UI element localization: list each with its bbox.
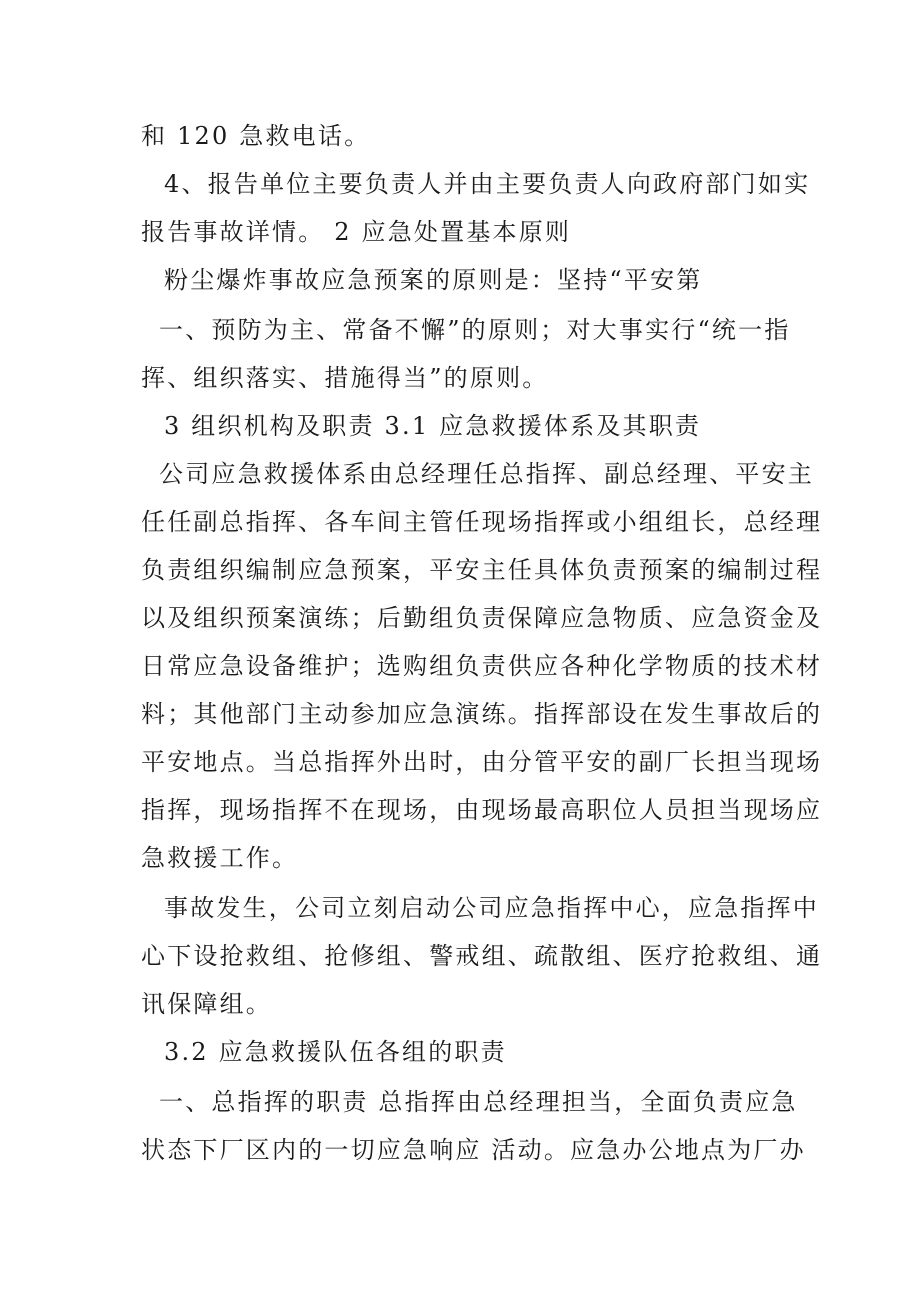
text-line: 日常应急设备维护；选购组负责供应各种化学物质的技术材 (141, 652, 823, 680)
text-line: 负责组织编制应急预案，平安主任具体负责预案的编制过程 (141, 556, 823, 584)
text-line: 事故发生，公司立刻启动公司应急指挥中心，应急指挥中 (164, 894, 819, 922)
section-heading: 3.2 应急救援队伍各组的职责 (164, 1038, 507, 1066)
text-line: 和 120 急救电话。 (141, 122, 371, 150)
text-line: 任任副总指挥、各车间主管任现场指挥或小组组长，总经理 (141, 508, 823, 536)
text-line: 料；其他部门主动参加应急演练。指挥部设在发生事故后的 (141, 700, 823, 728)
text-line: 心下设抢救组、抢修组、警戒组、疏散组、医疗抢救组、通 (141, 942, 823, 970)
text-line: 一、总指挥的职责 总指挥由总经理担当，全面负责应急 (159, 1088, 798, 1116)
text-line: 一、预防为主、常备不懈”的原则；对大事实行“统一指 (159, 316, 791, 344)
text-line: 报告事故详情。 2 应急处置基本原则 (141, 218, 572, 246)
text-line: 指挥，现场指挥不在现场，由现场最高职位人员担当现场应 (141, 796, 823, 824)
text-line: 讯保障组。 (141, 990, 272, 1018)
text-line: 4、报告单位主要负责人并由主要负责人向政府部门如实 (164, 170, 811, 198)
text-line: 状态下厂区内的一切应急响应 活动。应急办公地点为厂办 (141, 1136, 806, 1164)
text-line: 公司应急救援体系由总经理任总指挥、副总经理、平安主 (159, 460, 814, 488)
text-line: 粉尘爆炸事故应急预案的原则是：坚持“平安第 (164, 266, 703, 294)
text-line: 以及组织预案演练；后勤组负责保障应急物质、应急资金及 (141, 604, 823, 632)
section-heading: 3 组织机构及职责 3.1 应急救援体系及其职责 (164, 412, 702, 440)
text-line: 挥、组织落实、措施得当”的原则。 (141, 364, 549, 392)
text-line: 平安地点。当总指挥外出时，由分管平安的副厂长担当现场 (141, 748, 823, 776)
text-line: 急救援工作。 (141, 844, 299, 872)
